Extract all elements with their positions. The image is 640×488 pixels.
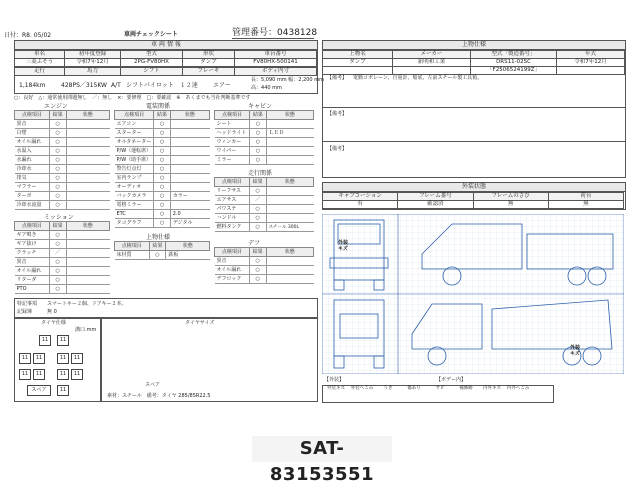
- exterior-head-frame-rust: フレームのさび: [473, 193, 548, 201]
- exterior-title: 外装状態: [323, 183, 625, 192]
- table-row: ウィンカー ○: [215, 138, 314, 147]
- label-shape: 形状: [183, 51, 235, 59]
- tire-rr3: 11: [57, 369, 69, 380]
- model: 2PG-FV80HX: [121, 59, 183, 67]
- electric-head-state: 状態: [170, 111, 209, 120]
- table-row: 水漏れ ○: [15, 156, 110, 165]
- body-height: 高：440 mm: [251, 85, 282, 91]
- upper-year: 令和7年12月: [557, 59, 625, 67]
- engine-head-state: 状態: [66, 111, 109, 120]
- exterior-caution: 有: [323, 201, 398, 209]
- table-row: ハンドル ○: [215, 214, 314, 223]
- tire-unit: 溝口.mm: [75, 327, 97, 333]
- legend-item: うき: [383, 386, 393, 391]
- table-row: オイル漏れ ○: [15, 138, 110, 147]
- engine-table: [14, 110, 110, 210]
- tire-size-spare: スペア: [145, 382, 161, 388]
- exterior-frame-no: 確認済: [398, 201, 473, 209]
- equipment-head-item: 点検項目: [115, 242, 150, 251]
- management-number: 管理番号：0438128: [232, 28, 318, 38]
- label-brake: ブレーキ: [183, 68, 235, 76]
- upper-title: 上物仕様: [323, 41, 625, 50]
- table-row: オルタネーター ○: [115, 138, 210, 147]
- equipment-title: 上物仕様: [146, 234, 171, 241]
- engine-head-result: 結果: [49, 111, 66, 120]
- upper-head-year: 年式: [557, 51, 625, 59]
- tire-spec-title: タイヤ仕様: [41, 320, 66, 326]
- electric-title: 電装関係: [146, 103, 171, 110]
- exterior-panel: [322, 182, 626, 210]
- table-row: 警告灯点灯 ○: [115, 165, 210, 174]
- diagram-body-title: 【ボデー内】: [436, 377, 467, 383]
- cabin-head-item: 点検項目: [215, 111, 250, 120]
- tire-rl2: 11: [33, 353, 45, 364]
- upper-divider-2: [323, 141, 625, 142]
- label-power: 馬力: [65, 68, 121, 76]
- table-row: 電格ミラー ○: [115, 201, 210, 210]
- diff-head-state: 状態: [266, 248, 313, 257]
- vehicle-info-panel: [14, 40, 324, 94]
- legend: ○：良好 △：通常使用問題無し ／：無し ×：要修理 □：要確認 ※ あくまでも当社判断基準です: [14, 95, 251, 101]
- running-title: 走行関係: [248, 170, 273, 177]
- exterior-head-bed: 荷台: [548, 193, 623, 201]
- legend-item: サビ: [435, 386, 445, 391]
- table-row: 床材質 ○ 鉄板: [115, 251, 210, 260]
- label-chassis: 車台番号: [235, 51, 317, 59]
- equipment-head-result: 結果: [149, 242, 166, 251]
- tire-fl: 11: [39, 335, 51, 346]
- table-row: オーディオ ○: [115, 183, 210, 192]
- upper-remark3-label: 【備考】: [327, 146, 348, 152]
- running-table: [214, 177, 314, 232]
- mission-title: ミッション: [44, 214, 74, 221]
- upper-remarks-value: 電動コボレーン、自重計、船底、左前スチール製工具箱。: [353, 75, 483, 81]
- brake: エアー: [213, 82, 231, 89]
- table-row: バックカメラ ○ カラー: [115, 192, 210, 201]
- stock-id: SAT-83153551: [252, 436, 392, 462]
- cabin-table: [214, 110, 314, 165]
- table-row: リーフサス ○: [215, 187, 314, 196]
- table-row: シート ○: [215, 120, 314, 129]
- table-row: エアコン ○: [115, 120, 210, 129]
- upper-head-name: 上物名: [323, 51, 393, 59]
- table-row: パワステ ○: [215, 205, 314, 214]
- tire-rl4: 11: [33, 369, 45, 380]
- tire-size-panel: [100, 318, 318, 402]
- mission-head-item: 点検項目: [15, 222, 50, 231]
- table-row: 異音 ○: [215, 257, 314, 266]
- legend-item: 内外キズ: [483, 386, 501, 391]
- table-row: オイル漏れ ○: [15, 267, 110, 276]
- shift-type: A/T: [111, 82, 121, 89]
- first-reg: 令和7年12月: [65, 59, 121, 67]
- diff-table: [214, 247, 314, 284]
- table-row: ターボ ○: [15, 192, 110, 201]
- running-head-state: 状態: [266, 178, 313, 187]
- tire-spare-label: スペア: [27, 385, 51, 396]
- exterior-head-frame-no: フレーム番号: [398, 193, 473, 201]
- car-name: 三菱ふそう: [15, 59, 65, 67]
- table-row: 異音 ○: [15, 258, 110, 267]
- table-row: リターダ ○: [15, 276, 110, 285]
- cabin-head-state: 状態: [266, 111, 313, 120]
- vehicle-row1-labels: [15, 51, 317, 59]
- record-label: 記録簿: [17, 309, 33, 315]
- electric-table: [114, 110, 210, 228]
- tire-fr: 11: [57, 335, 69, 346]
- mission-head-result: 結果: [49, 222, 66, 231]
- table-row: クラッチ ／: [15, 249, 110, 258]
- mark-label-1: 外装キズ: [338, 240, 349, 252]
- exterior-frame-rust: 無: [473, 201, 548, 209]
- mark-label-2: 外装キズ: [570, 345, 581, 357]
- tire-rl3: 11: [19, 369, 31, 380]
- diff-head-result: 結果: [249, 248, 266, 257]
- tire-spare: 11: [57, 385, 69, 396]
- tire-size-footer: 素材：スチール 備考：タイヤ 285/85R22.5: [107, 393, 211, 399]
- legend-item: 補修跡: [459, 386, 473, 391]
- power: 428PS／315KW: [61, 82, 107, 89]
- table-row: ヘッドライト ○ ＬＥＤ: [215, 129, 314, 138]
- vehicle-row2-labels: [15, 68, 317, 76]
- table-row: ミラー ○: [215, 156, 314, 165]
- special-value: スマートキー２個、ドアキー２本。: [47, 301, 127, 307]
- table-row: 燃料タンク ○ スチール 300L: [215, 223, 314, 232]
- table-row: 室内ランプ ○: [115, 174, 210, 183]
- chassis-no: FV80HX-500141: [235, 59, 317, 67]
- equipment-table: [114, 241, 210, 260]
- exterior-bed: 無: [548, 201, 623, 209]
- table-row: オイル漏れ ○: [215, 266, 314, 275]
- tire-rr1: 11: [57, 353, 69, 364]
- tire-rl1: 11: [19, 353, 31, 364]
- date: 日付：R8. 05/02: [4, 32, 52, 39]
- mission-table: [14, 221, 110, 294]
- table-row: マフラー ○: [15, 183, 110, 192]
- mileage: 1,184km: [19, 82, 46, 89]
- table-row: 排気 ○: [15, 174, 110, 183]
- label-car-name: 車名: [15, 51, 65, 59]
- diff-head-item: 点検項目: [215, 248, 250, 257]
- electric-head-result: 結果: [154, 111, 170, 120]
- mission-head-state: 状態: [66, 222, 109, 231]
- diagram-interior-title: 【外装】: [324, 377, 345, 383]
- table-row: 冷却水 ○: [15, 165, 110, 174]
- table-row: スターター ○: [115, 129, 210, 138]
- tire-rr2: 11: [71, 353, 83, 364]
- table-row: 白煙 ○: [15, 129, 110, 138]
- engine-title: エンジン: [44, 103, 68, 110]
- sheet-title: 車両チェックシート: [124, 31, 178, 38]
- running-head-item: 点検項目: [215, 178, 250, 187]
- upper-remark2-label: 【備考】: [327, 111, 348, 117]
- label-mileage: 走行: [15, 68, 65, 76]
- table-row: 冷却水流量 ○: [15, 201, 110, 210]
- legend-item: 傷あり: [407, 386, 421, 391]
- cabin-head-result: 結果: [249, 111, 266, 120]
- vehicle-info-title: 車 両 情 報: [15, 41, 317, 50]
- table-row: ギア鳴き ○: [15, 231, 110, 240]
- label-first-reg: 初年度登録: [65, 51, 121, 59]
- mgmt-underline: [232, 38, 314, 39]
- upper-maker: 新明和工業: [393, 59, 471, 67]
- upper-remarks-label: 【備考】: [327, 75, 348, 81]
- upper-head-model: 型式「製造番号」: [471, 51, 557, 59]
- upper-model: DRS11-02SC: [471, 59, 557, 67]
- upper-divider-1: [323, 107, 625, 108]
- cabin-title: キャビン: [248, 103, 273, 110]
- special-label: 特記事項: [17, 301, 38, 307]
- upper-head-maker: メーカー: [393, 51, 471, 59]
- table-row: P/W（助手席） ○: [115, 156, 210, 165]
- upper-serial: 「F2506524199Z」: [471, 67, 557, 75]
- engine-head-item: 点検項目: [15, 111, 50, 120]
- diff-title: デフ: [248, 240, 261, 247]
- tire-spec-panel: [14, 318, 102, 402]
- body-length: 長：5,090 mm 幅：2,200 mm: [251, 77, 324, 83]
- electric-head-item: 点検項目: [115, 111, 154, 120]
- legend-item: 外装へこみ: [350, 386, 374, 391]
- table-row: エアサス ／: [215, 196, 314, 205]
- running-head-result: 結果: [249, 178, 266, 187]
- exterior-head-caution: キャブコーション: [323, 193, 398, 201]
- label-model: 型式: [121, 51, 183, 59]
- shift-detail: シフトパイロット １２速: [126, 82, 198, 89]
- upper-name: ダンプ: [323, 59, 393, 67]
- table-row: 水温入 ○: [15, 147, 110, 156]
- label-shift: シフト: [121, 68, 183, 76]
- tire-rr4: 11: [71, 369, 83, 380]
- shape: ダンプ: [183, 59, 235, 67]
- table-row: タコグラフ ○ デジタル: [115, 219, 210, 228]
- tire-size-title: タイヤサイズ: [185, 320, 215, 326]
- table-row: デフロック ○: [215, 275, 314, 284]
- table-row: ギア抜け ○: [15, 240, 110, 249]
- equipment-head-state: 状態: [166, 242, 210, 251]
- table-row: ETC ○ 2.0: [115, 210, 210, 219]
- table-row: P/W（運転席） ○: [115, 147, 210, 156]
- record-value: 無 0: [47, 309, 57, 315]
- legend-item: 内外へこみ: [506, 386, 530, 391]
- upper-panel: [322, 40, 626, 178]
- special-notes: [14, 298, 318, 318]
- vehicle-row1-values: [15, 59, 317, 67]
- table-row: 異音 ○: [15, 120, 110, 129]
- label-body-size: ボディ内寸: [235, 68, 317, 76]
- legend-item: 外装キズ: [327, 386, 345, 391]
- table-row: ワイパー ○: [215, 147, 314, 156]
- table-row: PTO ○: [15, 285, 110, 294]
- diagram-legend: [322, 385, 554, 403]
